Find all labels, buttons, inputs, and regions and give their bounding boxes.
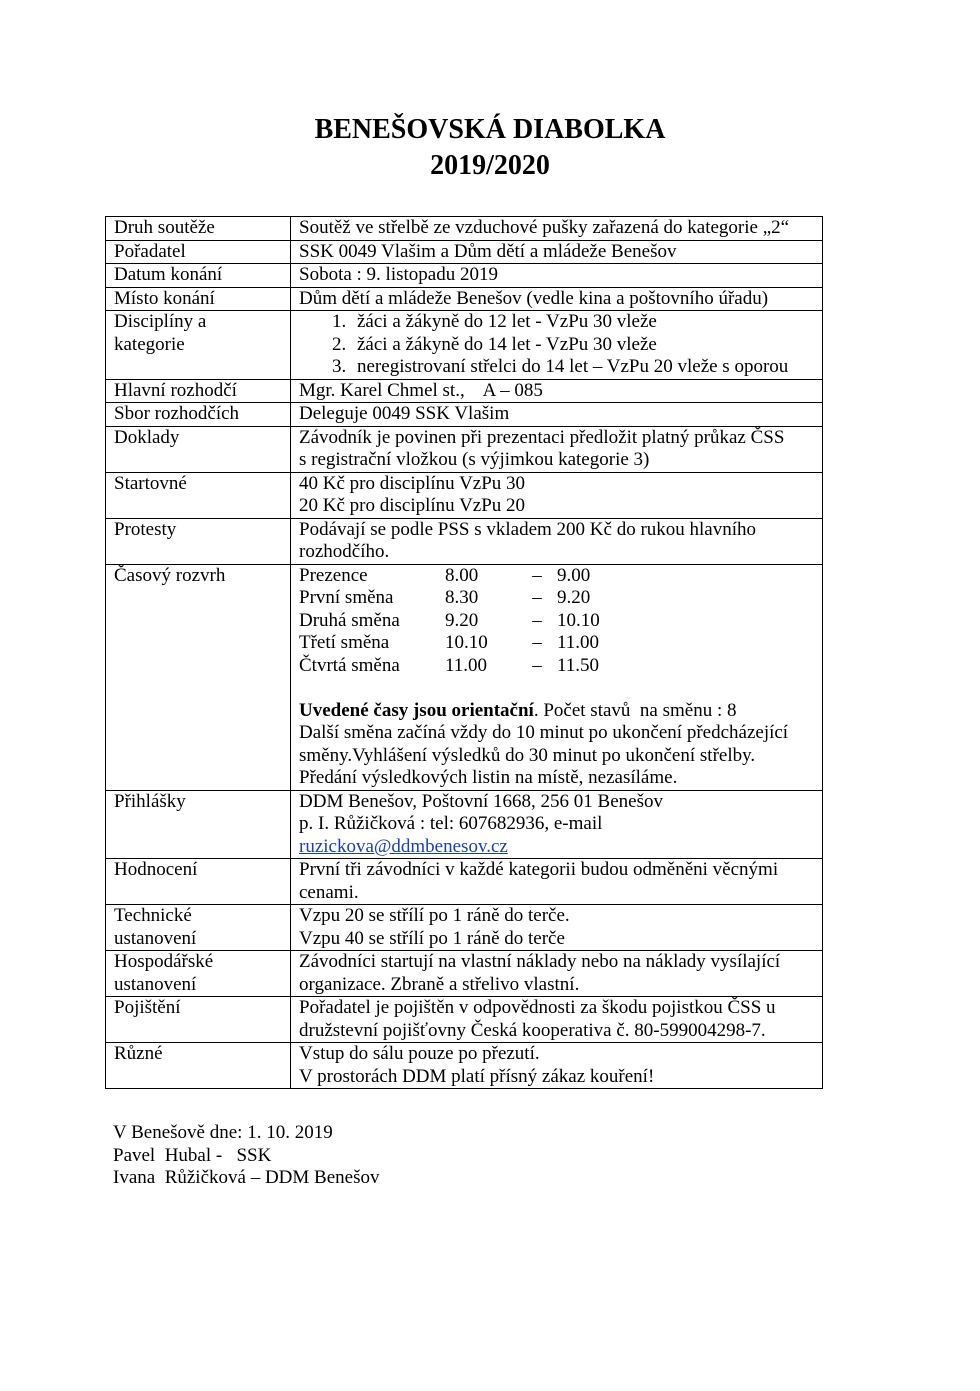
value-line: V prostorách DDM platí přísný zákaz kouření! bbox=[299, 1065, 655, 1087]
footer-signature-1: Pavel Hubal - SSK bbox=[113, 1144, 272, 1166]
value-line: rozhodčího. bbox=[299, 541, 390, 562]
row-pojisteni bbox=[106, 997, 823, 1043]
value-line: Vzpu 20 se střílí po 1 ráně do terče. bbox=[299, 905, 570, 926]
row-value: Mgr. Karel Chmel st., A – 085 bbox=[291, 379, 823, 403]
schedule-name: První směna bbox=[299, 587, 394, 608]
row-label: Datum konání bbox=[106, 264, 291, 288]
row-protesty bbox=[106, 518, 823, 564]
value-line: Závodníci startují na vlastní náklady nebo na náklady vysílající bbox=[299, 951, 781, 972]
page-title bbox=[0, 112, 980, 184]
note-rest: . Počet stavů na směnu : 8 bbox=[533, 699, 737, 721]
row-value bbox=[291, 997, 823, 1043]
row-value: Deleguje 0049 SSK Vlašim bbox=[291, 403, 823, 427]
row-datum bbox=[106, 264, 823, 288]
schedule-start: 11.00 bbox=[445, 654, 488, 676]
value-line: Předání výsledkových listin na místě, nezasíláme. bbox=[299, 767, 678, 788]
title-line-1: BENEŠOVSKÁ DIABOLKA bbox=[314, 114, 666, 145]
row-label: Hodnocení bbox=[106, 859, 291, 905]
schedule-end: 9.20 bbox=[557, 587, 591, 608]
footer-date: V Benešově dne: 1. 10. 2019 bbox=[113, 1122, 333, 1143]
row-technicke bbox=[106, 905, 823, 951]
schedule-row bbox=[299, 565, 816, 588]
row-value bbox=[291, 518, 823, 564]
row-label bbox=[106, 311, 291, 380]
value-line: 20 Kč pro disciplínu VzPu 20 bbox=[299, 495, 526, 516]
row-value bbox=[291, 905, 823, 951]
label-line: kategorie bbox=[114, 333, 185, 355]
value-line: DDM Benešov, Poštovní 1668, 256 01 Benešov bbox=[299, 790, 663, 812]
value-line: Pořadatel je pojištěn v odpovědnosti za škodu pojistkou ČSS u bbox=[299, 997, 776, 1018]
email-link[interactable]: ruzickova@ddmbenesov.cz bbox=[299, 835, 508, 857]
value-line: 40 Kč pro disciplínu VzPu 30 bbox=[299, 472, 526, 494]
row-label: Sbor rozhodčích bbox=[106, 403, 291, 427]
label-line: Hospodářské bbox=[114, 951, 214, 972]
discipline-list bbox=[299, 311, 816, 379]
row-value bbox=[291, 951, 823, 997]
schedule-dash: – bbox=[532, 632, 542, 653]
row-startovne bbox=[106, 472, 823, 518]
spacer bbox=[299, 677, 816, 700]
value-line: družstevní pojišťovny Česká kooperativa č. 80-599004298-7. bbox=[299, 1019, 766, 1041]
value-line: p. I. Růžičková : tel: 607682936, e-mail bbox=[299, 813, 603, 834]
value-line: cenami. bbox=[299, 881, 359, 903]
schedule-row bbox=[299, 632, 816, 655]
row-value bbox=[291, 426, 823, 472]
schedule-dash: – bbox=[532, 654, 542, 676]
row-value bbox=[291, 472, 823, 518]
row-poradatel bbox=[106, 240, 823, 264]
discipline-item: 1. žáci a žákyně do 12 let - VzPu 30 vleže bbox=[351, 311, 816, 334]
row-label: Přihlášky bbox=[106, 790, 291, 859]
row-label: Místo konání bbox=[106, 287, 291, 311]
value-line: První tři závodníci v každé kategorii budou odměněni věcnými bbox=[299, 859, 779, 880]
schedule-name: Druhá směna bbox=[299, 609, 400, 631]
row-misto bbox=[106, 287, 823, 311]
row-label: Protesty bbox=[106, 518, 291, 564]
label-line: ustanovení bbox=[114, 973, 197, 995]
row-prihlasky bbox=[106, 790, 823, 859]
schedule-note bbox=[299, 700, 816, 723]
value-line: Vzpu 40 se střílí po 1 ráně do terče bbox=[299, 927, 565, 949]
schedule-end: 11.00 bbox=[557, 632, 600, 653]
note-bold: Uvedené časy jsou orientační bbox=[299, 699, 534, 721]
row-hodnoceni bbox=[106, 859, 823, 905]
discipline-item: 2. žáci a žákyně do 14 let - VzPu 30 vleže bbox=[351, 334, 816, 357]
row-sbor-rozhodcich bbox=[106, 403, 823, 427]
label-line: Technické bbox=[114, 905, 192, 926]
footer-signature-2: Ivana Růžičková – DDM Benešov bbox=[113, 1167, 380, 1188]
row-ruzne bbox=[106, 1043, 823, 1089]
row-hlavni-rozhodci bbox=[106, 379, 823, 403]
label-line: ustanovení bbox=[114, 927, 197, 949]
row-label: Startovné bbox=[106, 472, 291, 518]
schedule-row bbox=[299, 610, 816, 633]
schedule-start: 10.10 bbox=[445, 632, 488, 653]
value-line: Další směna začíná vždy do 10 minut po ukončení předcházející bbox=[299, 722, 789, 743]
schedule-row bbox=[299, 587, 816, 610]
schedule-end: 10.10 bbox=[557, 609, 600, 631]
schedule-end: 9.00 bbox=[557, 564, 591, 586]
row-label: Různé bbox=[106, 1043, 291, 1089]
schedule-start: 9.20 bbox=[445, 609, 479, 631]
row-value: SSK 0049 Vlašim a Dům dětí a mládeže Benešov bbox=[291, 240, 823, 264]
row-value bbox=[291, 1043, 823, 1089]
row-hospodarske bbox=[106, 951, 823, 997]
row-doklady bbox=[106, 426, 823, 472]
row-druh bbox=[106, 217, 823, 241]
value-line: směny.Vyhlášení výsledků do 30 minut po ukončení střelby. bbox=[299, 744, 756, 766]
value-line: s registrační vložkou (s výjimkou kategorie 3) bbox=[299, 449, 650, 470]
row-label: Časový rozvrh bbox=[106, 564, 291, 790]
row-value: Soutěž ve střelbě ze vzduchové pušky zařazená do kategorie „2“ bbox=[291, 217, 823, 241]
schedule-start: 8.30 bbox=[445, 587, 479, 608]
value-line: Podávají se podle PSS s vkladem 200 Kč do rukou hlavního bbox=[299, 518, 757, 540]
row-label: Hlavní rozhodčí bbox=[106, 379, 291, 403]
row-label: Doklady bbox=[106, 426, 291, 472]
schedule-start: 8.00 bbox=[445, 564, 479, 586]
row-label: Druh soutěže bbox=[106, 217, 291, 241]
schedule-dash: – bbox=[532, 587, 542, 608]
row-value bbox=[291, 790, 823, 859]
row-label: Pořadatel bbox=[106, 240, 291, 264]
row-label bbox=[106, 951, 291, 997]
schedule-dash: – bbox=[532, 564, 542, 586]
info-table bbox=[105, 216, 823, 1089]
schedule-end: 11.50 bbox=[557, 654, 600, 676]
row-value: Sobota : 9. listopadu 2019 bbox=[291, 264, 823, 288]
row-label bbox=[106, 905, 291, 951]
schedule-name: Třetí směna bbox=[299, 632, 390, 653]
label-line: Disciplíny a bbox=[114, 311, 207, 332]
row-discipliny bbox=[106, 311, 823, 380]
row-label: Pojištění bbox=[106, 997, 291, 1043]
value-line: organizace. Zbraně a střelivo vlastní. bbox=[299, 973, 580, 995]
schedule-name: Čtvrtá směna bbox=[299, 654, 400, 676]
row-value bbox=[291, 859, 823, 905]
schedule-row bbox=[299, 655, 816, 678]
value-line: Závodník je povinen při prezentaci předložit platný průkaz ČSS bbox=[299, 426, 785, 448]
row-casovy-rozvrh bbox=[106, 564, 823, 790]
schedule-dash: – bbox=[532, 609, 542, 631]
row-value bbox=[291, 311, 823, 380]
row-value bbox=[291, 564, 823, 790]
value-line: Vstup do sálu pouze po přezutí. bbox=[299, 1043, 540, 1064]
schedule-name: Prezence bbox=[299, 564, 368, 586]
title-line-2: 2019/2020 bbox=[430, 150, 550, 181]
row-value: Dům dětí a mládeže Benešov (vedle kina a poštovního úřadu) bbox=[291, 287, 823, 311]
discipline-item: 3. neregistrovaní střelci do 14 let – VzPu 20 vleže s oporou bbox=[351, 356, 816, 379]
footer bbox=[113, 1122, 379, 1190]
